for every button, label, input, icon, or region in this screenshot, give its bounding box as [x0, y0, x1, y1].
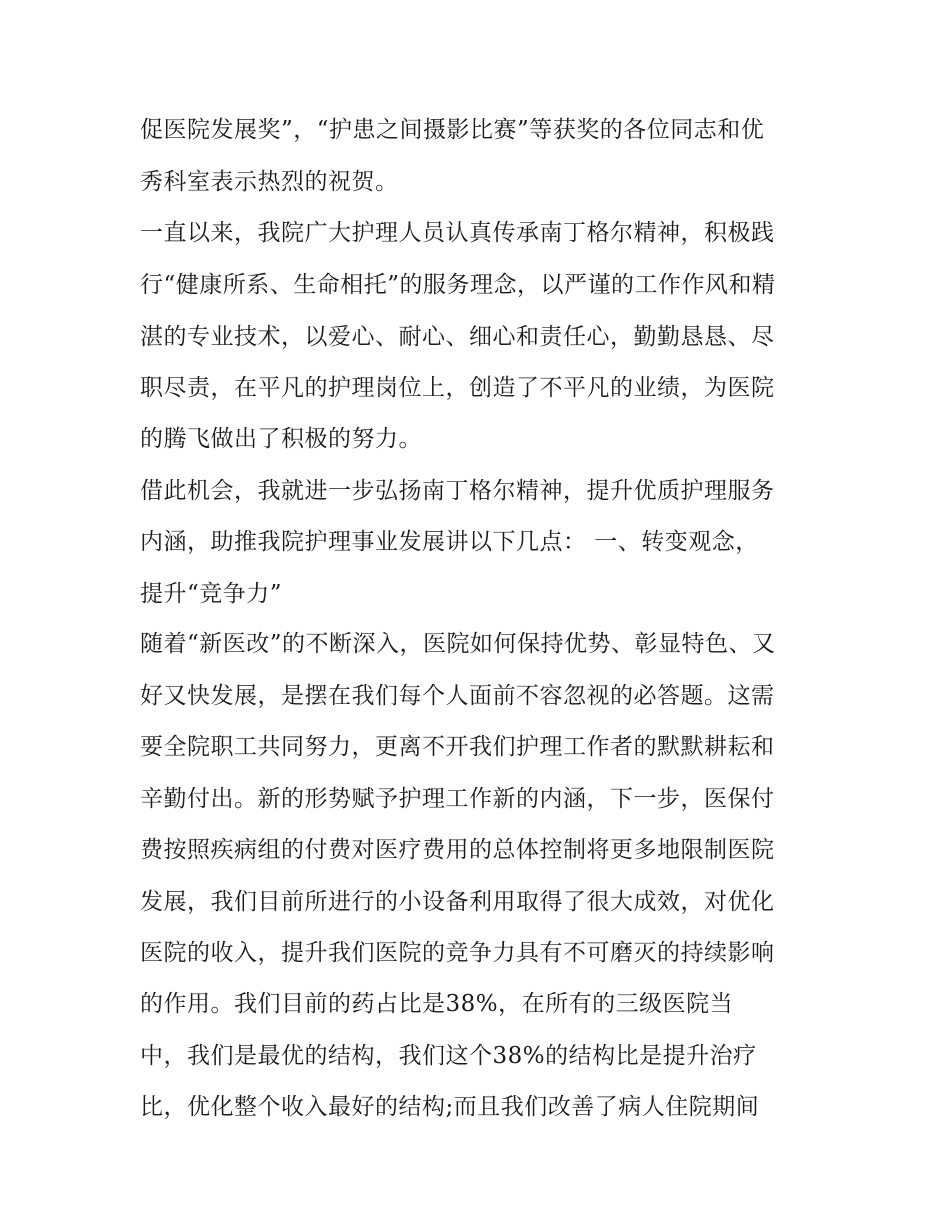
- text-line: 要全院职工共同努力，更离不开我们护理工作者的默默耕耘和: [140, 734, 775, 760]
- text-line: 行“健康所系、生命相托”的服务理念，以严谨的工作作风和精: [140, 272, 776, 298]
- text-line: 促医院发展奖”，“护患之间摄影比赛”等获奖的各位同志和优: [140, 117, 765, 143]
- text-line: 借此机会，我就进一步弘扬南丁格尔精神，提升优质护理服务: [140, 478, 775, 504]
- text-line: 医院的收入，提升我们医院的竞争力具有不可磨灭的持续影响: [140, 940, 775, 966]
- text-line: 费按照疾病组的付费对医疗费用的总体控制将更多地限制医院: [140, 837, 775, 863]
- text-line: 发展，我们目前所进行的小设备利用取得了很大成效，对优化: [140, 889, 775, 915]
- text-line: 湛的专业技术，以爱心、耐心、细心和责任心，勤勤恳恳、尽: [140, 324, 775, 350]
- text-line: 职尽责，在平凡的护理岗位上，创造了不平凡的业绩，为医院: [140, 375, 775, 401]
- text-line: 提升“竞争力”: [140, 581, 283, 607]
- text-line: 一直以来，我院广大护理人员认真传承南丁格尔精神，积极践: [140, 220, 775, 246]
- text-line: 的作用。我们目前的药占比是38%，在所有的三级医院当: [140, 991, 734, 1017]
- text-line: 秀科室表示热烈的祝贺。: [140, 169, 399, 195]
- text-line: 的腾飞做出了积极的努力。: [140, 426, 422, 452]
- text-line: 随着“新医改”的不断深入，医院如何保持优势、彰显特色、又: [140, 631, 776, 657]
- text-line: 中，我们是最优的结构，我们这个38%的结构比是提升治疗: [140, 1043, 757, 1069]
- text-line: 比，优化整个收入最好的结构;而且我们改善了病人住院期间: [140, 1094, 760, 1120]
- text-line: 好又快发展，是摆在我们每个人面前不容忽视的必答题。这需: [140, 683, 775, 709]
- text-line: 辛勤付出。新的形势赋予护理工作新的内涵，下一步，医保付: [140, 786, 775, 812]
- text-line: 内涵，助推我院护理事业发展讲以下几点： 一、转变观念，: [140, 529, 759, 555]
